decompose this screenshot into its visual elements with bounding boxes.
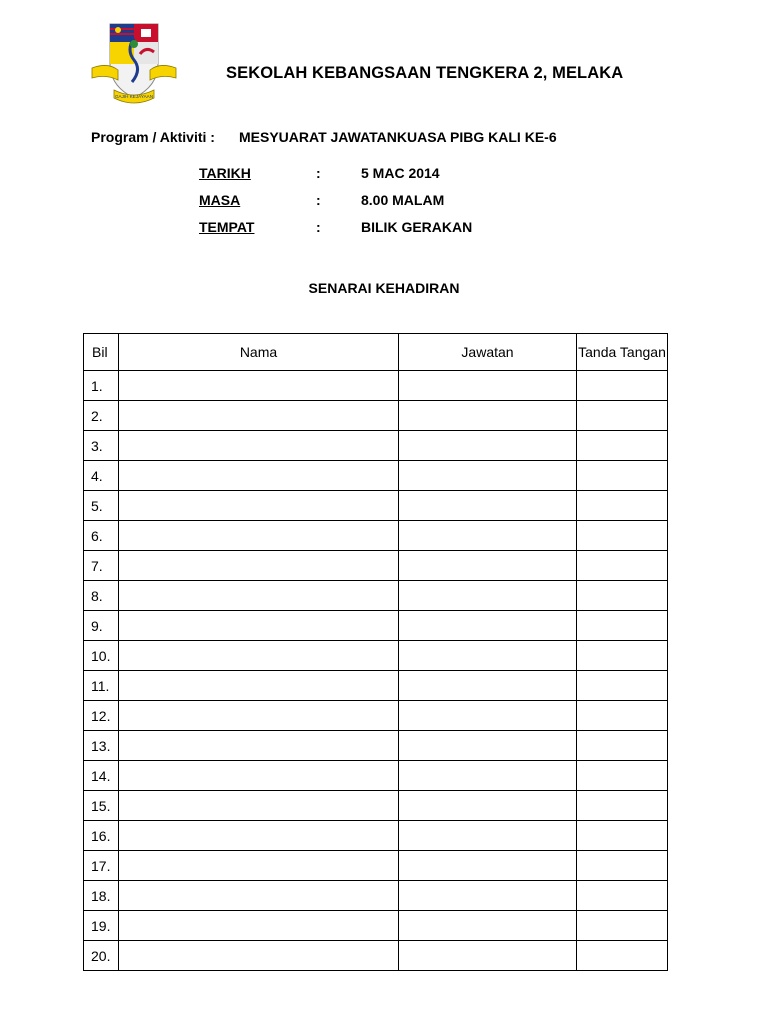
jawatan-cell [399, 521, 577, 551]
table-row [84, 821, 668, 851]
tanda-tangan-cell [577, 551, 668, 581]
time-label: MASA [199, 192, 241, 208]
table-row [84, 731, 668, 761]
table-row [84, 461, 668, 491]
tanda-tangan-cell [577, 611, 668, 641]
program-value: MESYUARAT JAWATANKUASA PIBG KALI KE-6 [239, 129, 557, 145]
tanda-tangan-cell [577, 431, 668, 461]
nama-cell [119, 881, 399, 911]
jawatan-cell [399, 611, 577, 641]
school-name: SEKOLAH KEBANGSAAN TENGKERA 2, MELAKA [226, 64, 624, 82]
tanda-tangan-cell [577, 791, 668, 821]
time-colon: : [316, 192, 321, 208]
jawatan-cell [399, 581, 577, 611]
row-number: 8. [84, 581, 119, 611]
table-row [84, 581, 668, 611]
jawatan-cell [399, 431, 577, 461]
school-crest-logo [88, 20, 180, 108]
jawatan-cell [399, 401, 577, 431]
row-number: 2. [84, 401, 119, 431]
nama-cell [119, 851, 399, 881]
nama-cell [119, 581, 399, 611]
row-number: 10. [84, 641, 119, 671]
row-number: 17. [84, 851, 119, 881]
jawatan-cell [399, 671, 577, 701]
jawatan-cell [399, 731, 577, 761]
program-row [91, 129, 557, 145]
jawatan-cell [399, 851, 577, 881]
nama-cell [119, 671, 399, 701]
jawatan-cell [399, 941, 577, 971]
tanda-tangan-cell [577, 401, 668, 431]
attendance-title: SENARAI KEHADIRAN [308, 280, 460, 296]
table-row [84, 401, 668, 431]
nama-cell [119, 641, 399, 671]
venue-value: BILIK GERAKAN [361, 219, 473, 235]
date-value: 5 MAC 2014 [361, 165, 440, 181]
tanda-tangan-cell [577, 821, 668, 851]
nama-cell [119, 941, 399, 971]
logo-motto: GAJIH KEJAYAAN [114, 94, 154, 99]
row-number: 9. [84, 611, 119, 641]
nama-cell [119, 491, 399, 521]
nama-cell [119, 731, 399, 761]
tanda-tangan-cell [577, 911, 668, 941]
tanda-tangan-cell [577, 761, 668, 791]
row-number: 19. [84, 911, 119, 941]
jawatan-cell [399, 701, 577, 731]
column-header-nama: Nama [119, 334, 399, 371]
tanda-tangan-cell [577, 941, 668, 971]
tanda-tangan-cell [577, 491, 668, 521]
nama-cell [119, 521, 399, 551]
row-number: 5. [84, 491, 119, 521]
venue-colon: : [316, 219, 321, 235]
tanda-tangan-cell [577, 371, 668, 401]
row-number: 14. [84, 761, 119, 791]
tanda-tangan-cell [577, 581, 668, 611]
nama-cell [119, 371, 399, 401]
table-row [84, 911, 668, 941]
attendance-table [83, 333, 668, 971]
tanda-tangan-cell [577, 461, 668, 491]
date-label: TARIKH [199, 165, 251, 181]
nama-cell [119, 611, 399, 641]
nama-cell [119, 461, 399, 491]
column-header-bil: Bil [84, 334, 119, 371]
table-row [84, 371, 668, 401]
table-row [84, 761, 668, 791]
row-number: 20. [84, 941, 119, 971]
tanda-tangan-cell [577, 671, 668, 701]
table-row [84, 551, 668, 581]
table-row [84, 671, 668, 701]
row-number: 15. [84, 791, 119, 821]
date-colon: : [316, 165, 321, 181]
table-row [84, 851, 668, 881]
nama-cell [119, 911, 399, 941]
table-row [84, 491, 668, 521]
table-header-row [84, 334, 668, 371]
nama-cell [119, 401, 399, 431]
jawatan-cell [399, 761, 577, 791]
jawatan-cell [399, 911, 577, 941]
jawatan-cell [399, 791, 577, 821]
row-number: 7. [84, 551, 119, 581]
table-row [84, 881, 668, 911]
row-number: 11. [84, 671, 119, 701]
table-row [84, 701, 668, 731]
jawatan-cell [399, 821, 577, 851]
nama-cell [119, 821, 399, 851]
table-row [84, 941, 668, 971]
row-number: 16. [84, 821, 119, 851]
row-number: 12. [84, 701, 119, 731]
row-number: 1. [84, 371, 119, 401]
jawatan-cell [399, 371, 577, 401]
row-number: 13. [84, 731, 119, 761]
table-row [84, 611, 668, 641]
tanda-tangan-cell [577, 851, 668, 881]
jawatan-cell [399, 461, 577, 491]
nama-cell [119, 551, 399, 581]
jawatan-cell [399, 491, 577, 521]
row-number: 4. [84, 461, 119, 491]
table-row [84, 431, 668, 461]
jawatan-cell [399, 881, 577, 911]
tanda-tangan-cell [577, 701, 668, 731]
table-row [84, 791, 668, 821]
row-number: 3. [84, 431, 119, 461]
row-number: 18. [84, 881, 119, 911]
time-value: 8.00 MALAM [361, 192, 445, 208]
row-number: 6. [84, 521, 119, 551]
column-header-jawatan: Jawatan [399, 334, 577, 371]
venue-label: TEMPAT [199, 219, 255, 235]
nama-cell [119, 791, 399, 821]
nama-cell [119, 761, 399, 791]
tanda-tangan-cell [577, 881, 668, 911]
tanda-tangan-cell [577, 731, 668, 761]
table-row [84, 641, 668, 671]
tanda-tangan-cell [577, 521, 668, 551]
tanda-tangan-cell [577, 641, 668, 671]
column-header-tanda-tangan: Tanda Tangan [577, 334, 668, 371]
nama-cell [119, 431, 399, 461]
jawatan-cell [399, 641, 577, 671]
jawatan-cell [399, 551, 577, 581]
program-label: Program / Aktiviti : [91, 129, 215, 145]
table-row [84, 521, 668, 551]
nama-cell [119, 701, 399, 731]
